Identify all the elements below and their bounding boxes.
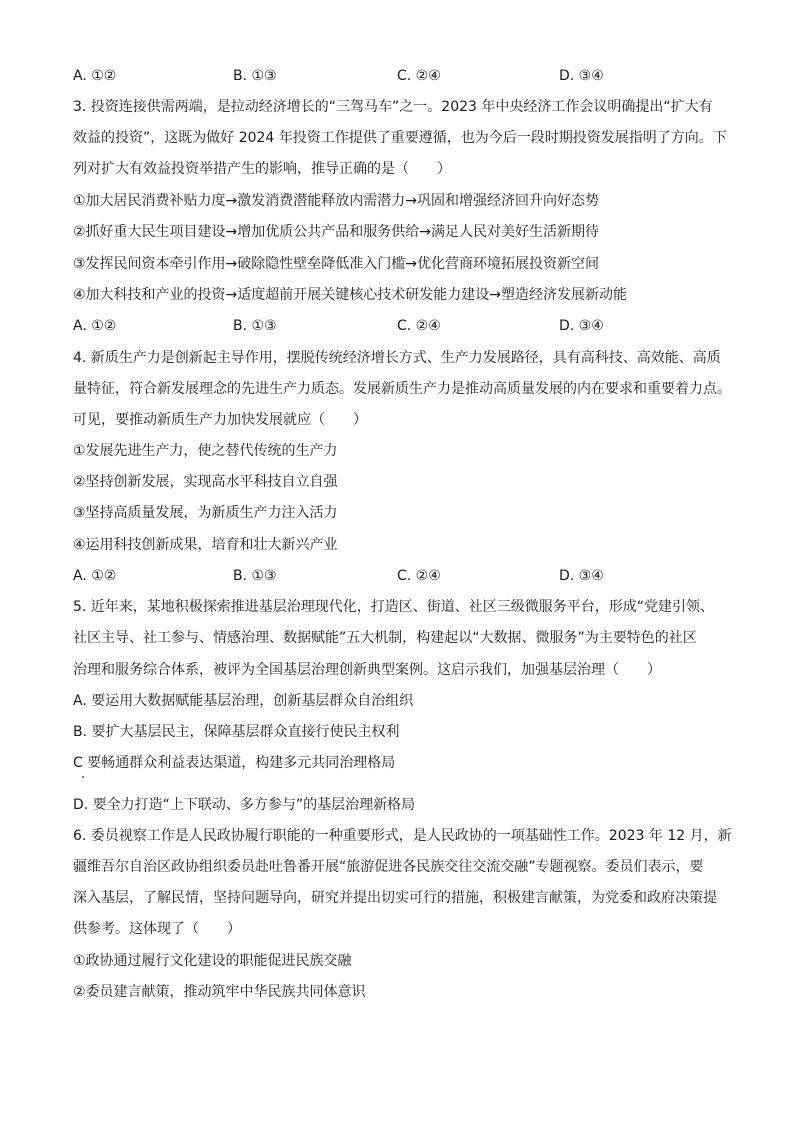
q6-item-2: ②委员建言献策，推动筑牢中华民族共同体意识: [73, 984, 366, 1000]
q2-option-c: C. ②④: [397, 68, 441, 84]
q2-options: [73, 66, 733, 86]
q5-option-b: B. 要扩大基层民主，保障基层群众直接行使民主权利: [73, 724, 400, 740]
q3-item-3: ③发挥民间资本牵引作用→破除隐性壁垒降低准入门槛→优化营商环境拓展投资新空间: [73, 256, 600, 272]
q4-item-1: ①发展先进生产力，使之替代传统的生产力: [73, 443, 338, 459]
q6-item-1: ①政协通过履行文化建设的职能促进民族交融: [73, 953, 352, 969]
stray-dot: [82, 776, 84, 778]
q4-option-b: B. ①③: [233, 568, 277, 584]
q4-item-2: ②坚持创新发展，实现高水平科技自立自强: [73, 474, 338, 490]
q3-stem-line-1: 3. 投资连接供需两端，是拉动经济增长的“三驾马车”之一。2023 年中央经济工作会议明确提出“扩大有: [73, 99, 713, 115]
q4-stem-line-1: 4. 新质生产力是创新起主导作用，摆脱传统经济增长方式、生产力发展路径，具有高科技、高效能、高质: [73, 350, 721, 366]
q4-options: [73, 566, 733, 586]
q4-option-a: A. ①②: [73, 568, 117, 584]
q3-options: [73, 316, 733, 336]
q4-stem-line-2: 量特征，符合新发展理念的先进生产力质态。发展新质生产力是推动高质量发展的内在要求和重要着力点。: [73, 381, 731, 397]
q5-option-c: C 要畅通群众利益表达渠道，构建多元共同治理格局: [73, 755, 396, 771]
q5-stem-line-2: 社区主导、社工参与、情感治理、数据赋能”五大机制，构建起以“大数据、微服务”为主要特色的社区: [73, 630, 697, 646]
q3-option-d: D. ③④: [559, 318, 604, 334]
q2-option-b: B. ①③: [233, 68, 277, 84]
q4-stem-line-3: 可见，要推动新质生产力加快发展就应（ ）: [73, 412, 367, 428]
q3-option-c: C. ②④: [397, 318, 441, 334]
q6-stem-line-1: 6. 委员视察工作是人民政协履行职能的一种重要形式，是人民政协的一项基础性工作。2023 年 12 月，新: [73, 828, 732, 844]
q6-stem-line-3: 深入基层，了解民情，坚持问题导向，研究并提出切实可行的措施，积极建言献策，为党委和政府决策提: [73, 890, 717, 906]
q6-stem-line-2: 疆维吾尔自治区政协组织委员赴吐鲁番开展“旅游促进各民族交往交流交融”专题视察。委员们表示，要: [73, 859, 704, 875]
q6-stem-line-4: 供参考。这体现了（ ）: [73, 921, 241, 937]
q3-option-a: A. ①②: [73, 318, 117, 334]
q2-option-d: D. ③④: [559, 68, 604, 84]
q4-option-c: C. ②④: [397, 568, 441, 584]
q5-stem-line-1: 5. 近年来，某地积极探索推进基层治理现代化，打造区、街道、社区三级微服务平台，形成“党建引领、: [73, 599, 715, 615]
q5-option-d: D. 要全力打造“上下联动、多方参与”的基层治理新格局: [73, 797, 416, 813]
q3-item-1: ①加大居民消费补贴力度→激发消费潜能释放内需潜力→巩固和增强经济回升向好态势: [73, 193, 600, 209]
q4-option-d: D. ③④: [559, 568, 604, 584]
q3-item-2: ②抓好重大民生项目建设→增加优质公共产品和服务供给→满足人民对美好生活新期待: [73, 224, 600, 240]
q4-item-3: ③坚持高质量发展，为新质生产力注入活力: [73, 505, 338, 521]
q4-item-4: ④运用科技创新成果，培育和壮大新兴产业: [73, 537, 338, 553]
q5-stem-line-3: 治理和服务综合体系，被评为全国基层治理创新典型案例。这启示我们，加强基层治理（ ）: [73, 662, 661, 678]
q2-option-a: A. ①②: [73, 68, 117, 84]
q5-option-a: A. 要运用大数据赋能基层治理，创新基层群众自治组织: [73, 693, 414, 709]
q3-option-b: B. ①③: [233, 318, 277, 334]
q3-stem-line-2: 效益的投资”，这既为做好 2024 年投资工作提供了重要遵循，也为今后一段时期投资发展指明了方向。下: [73, 130, 727, 146]
q3-stem-line-3: 列对扩大有效益投资举措产生的影响，推导正确的是（ ）: [73, 161, 451, 177]
q3-item-4: ④加大科技和产业的投资→适度超前开展关键核心技术研发能力建设→塑造经济发展新动能: [73, 287, 628, 303]
